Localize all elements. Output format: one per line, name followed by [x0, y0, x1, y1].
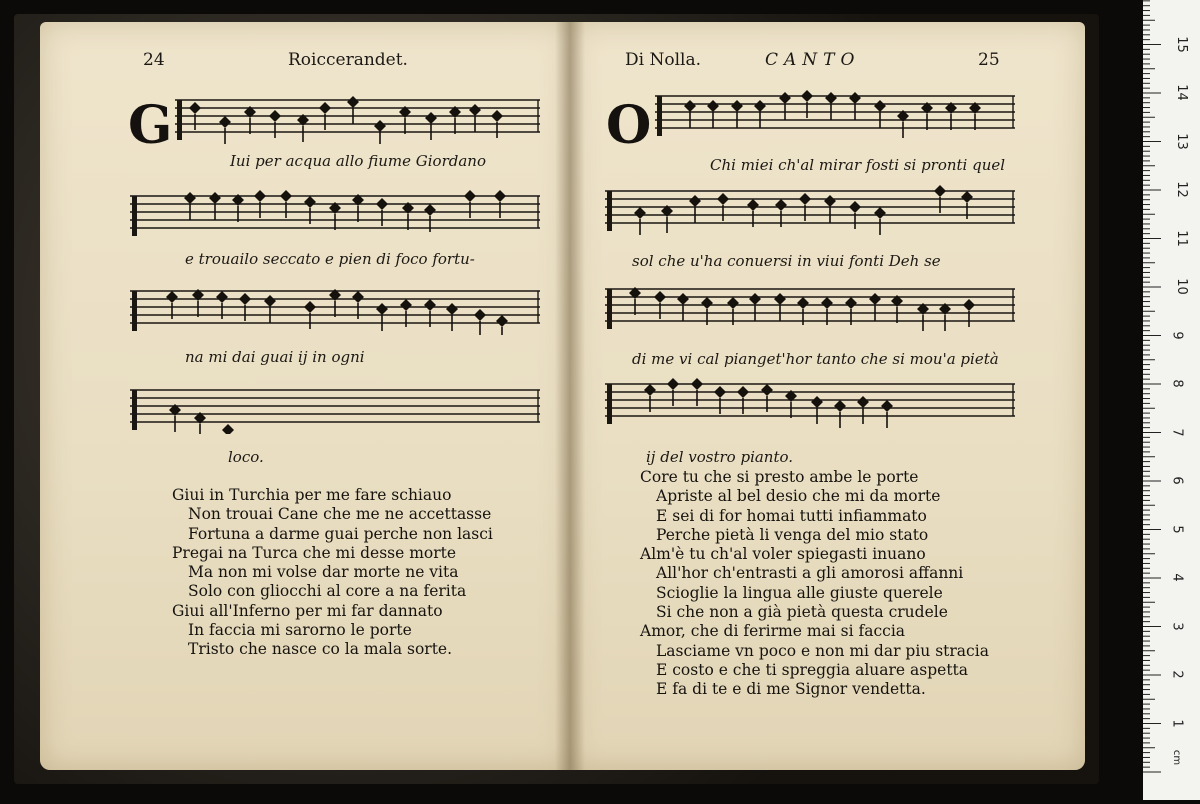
clef-mark — [607, 191, 612, 231]
left-lyric-3: na mi dai guai ij in ogni — [185, 348, 365, 366]
ruler-number: 13 — [1173, 132, 1189, 150]
note-head — [754, 100, 766, 112]
note-head — [824, 195, 836, 207]
note-head — [701, 297, 713, 309]
clef-mark — [607, 384, 612, 424]
note-head — [494, 190, 506, 202]
note-head — [727, 297, 739, 309]
poem-line: All'hor ch'entrasti a gli amorosi affanni — [656, 564, 964, 583]
note-head — [857, 396, 869, 408]
poem-line: Core tu che si presto ambe le porte — [640, 468, 919, 486]
note-head — [474, 309, 486, 321]
poem-line: Lasciame vn poco e non mi dar piu stracia — [656, 641, 989, 660]
note-head — [775, 199, 787, 211]
note-head — [689, 195, 701, 207]
ruler-number: 12 — [1173, 181, 1189, 198]
poem-line: E sei di for homai tutti infiammato — [656, 506, 927, 525]
right-lyric-1: Chi miei ch'al mirar fosti si pronti quel — [710, 156, 1006, 174]
note-head — [166, 291, 178, 303]
note-head — [874, 207, 886, 219]
note-head — [825, 92, 837, 104]
poem-line: Perche pietà li venga del mio stato — [656, 525, 929, 544]
note-head — [874, 100, 886, 112]
note-head — [304, 301, 316, 313]
note-head — [849, 201, 861, 213]
note-head — [881, 400, 893, 412]
left-initial-letter: G — [128, 95, 173, 156]
right-staff-2 — [605, 185, 1015, 231]
note-head — [714, 386, 726, 398]
note-head — [446, 303, 458, 315]
note-head — [717, 193, 729, 205]
poem-line: Giui all'Inferno per mi far dannato — [172, 601, 443, 620]
left-staff-4 — [130, 384, 540, 430]
note-head — [849, 92, 861, 104]
note-head — [189, 102, 201, 114]
ruler-number: 3 — [1169, 621, 1185, 631]
note-head — [469, 104, 481, 116]
note-head — [400, 299, 412, 311]
ruler-number: 8 — [1169, 379, 1185, 388]
ruler-number: 10 — [1173, 278, 1189, 295]
left-lyric-1: Iui per acqua allo fiume Giordano — [230, 152, 486, 170]
left-staff-1 — [175, 94, 540, 140]
note-head — [677, 293, 689, 305]
poem-line: Apriste al bel desio che mi da morte — [656, 487, 941, 506]
note-head — [219, 116, 231, 128]
ruler-number: 5 — [1169, 524, 1185, 534]
poem-line: Si che non a già pietà questa crudele — [656, 603, 948, 622]
note-head — [731, 100, 743, 112]
note-head — [496, 315, 508, 327]
right-page-number: 25 — [978, 50, 1000, 70]
left-running-title: Roiccerandet. — [288, 50, 408, 70]
book-gutter — [555, 22, 585, 770]
ruler-number: 15 — [1173, 35, 1189, 53]
note-head — [869, 293, 881, 305]
poem-line: Scioglie la lingua alle giuste querele — [656, 583, 943, 602]
right-lyric-2: sol che u'ha conuersi in viui fonti Deh se — [632, 252, 941, 270]
note-head — [491, 110, 503, 122]
note-head — [376, 198, 388, 210]
note-head — [799, 193, 811, 205]
poem-line: Amor, che di ferirme mai si faccia — [640, 622, 906, 641]
note-head — [845, 297, 857, 309]
note-head — [934, 185, 946, 197]
note-head — [684, 100, 696, 112]
poem-line: Solo con gliocchi al core a na ferita — [188, 582, 467, 601]
ruler-number: 11 — [1173, 229, 1189, 247]
note-head — [801, 90, 813, 102]
note-head — [707, 100, 719, 112]
ruler-number: 4 — [1169, 573, 1185, 582]
note-head — [269, 110, 281, 122]
poem-line: Fortuna a darme guai perche non lasci — [188, 524, 493, 543]
note-head — [747, 199, 759, 211]
note-head — [749, 293, 761, 305]
measuring-ruler — [1143, 0, 1200, 800]
note-head — [821, 297, 833, 309]
right-initial-letter: O — [606, 95, 652, 156]
note-head — [961, 191, 973, 203]
poem-line: E fa di te e di me Signor vendetta. — [656, 680, 926, 699]
note-head — [239, 293, 251, 305]
ruler-number: 14 — [1173, 84, 1189, 101]
note-head — [797, 297, 809, 309]
note-head — [834, 400, 846, 412]
note-head — [634, 207, 646, 219]
note-head — [424, 299, 436, 311]
note-head — [319, 102, 331, 114]
note-head — [254, 190, 266, 202]
clef-mark — [132, 196, 137, 236]
note-head — [464, 190, 476, 202]
note-head — [644, 384, 656, 396]
ruler-number: 2 — [1169, 670, 1185, 679]
left-page-number: 24 — [143, 50, 165, 70]
poem-line: E costo e che ti spreggia aluare aspetta — [656, 660, 969, 679]
clef-mark — [657, 96, 662, 136]
note-head — [184, 192, 196, 204]
note-head — [264, 295, 276, 307]
note-head — [376, 303, 388, 315]
poem-line: Giui in Turchia per me fare schiauo — [172, 486, 452, 504]
left-lyric-2: e trouailo seccato e pien di foco fortu- — [185, 250, 475, 268]
note-head — [654, 291, 666, 303]
note-head — [779, 92, 791, 104]
ruler-number: 6 — [1169, 476, 1185, 485]
note-head — [280, 190, 292, 202]
ruler-number: 9 — [1169, 330, 1185, 340]
note-head — [304, 196, 316, 208]
note-head — [691, 378, 703, 390]
clef-mark — [177, 100, 182, 140]
poem-line: In faccia mi sarorno le porte — [188, 621, 412, 640]
clef-mark — [132, 291, 137, 331]
note-head — [374, 120, 386, 132]
right-staff-4 — [605, 378, 1015, 424]
note-head — [347, 96, 359, 108]
poem-line: Ma non mi volse dar morte ne vita — [188, 563, 459, 582]
poem-line: Tristo che nasce co la mala sorte. — [188, 640, 453, 659]
note-head — [963, 299, 975, 311]
left-poem — [172, 486, 493, 660]
right-lyric-3: di me vi cal pianget'hor tanto che si mou'a pietà — [632, 350, 999, 368]
ruler-unit: cm — [1171, 749, 1183, 766]
note-head — [811, 396, 823, 408]
note-head — [222, 424, 234, 434]
right-staff-1 — [655, 90, 1015, 136]
right-lyric-4: ij del vostro pianto. — [646, 448, 794, 466]
clef-mark — [132, 390, 137, 430]
clef-mark — [607, 289, 612, 329]
note-head — [667, 378, 679, 390]
left-staff-3 — [130, 285, 540, 331]
note-head — [425, 112, 437, 124]
poem-line: Alm'è tu ch'al voler spiegasti inuano — [640, 545, 926, 564]
note-head — [737, 386, 749, 398]
right-poem — [640, 468, 989, 700]
ruler-number: 1 — [1169, 718, 1185, 728]
note-head — [216, 291, 228, 303]
poem-line: Non trouai Cane che me ne accettasse — [188, 505, 492, 524]
ruler-ticks — [1143, 0, 1200, 800]
ruler-number: 7 — [1169, 427, 1185, 437]
note-head — [761, 384, 773, 396]
note-head — [209, 192, 221, 204]
right-running-title: Di Nolla. — [625, 50, 701, 70]
voice-label: CANTO — [765, 50, 861, 70]
note-head — [424, 204, 436, 216]
note-head — [774, 293, 786, 305]
left-staff-2 — [130, 190, 540, 236]
poem-line: Pregai na Turca che mi desse morte — [172, 543, 457, 562]
left-lyric-4: loco. — [228, 448, 264, 466]
right-staff-3 — [605, 283, 1015, 329]
note-head — [352, 291, 364, 303]
